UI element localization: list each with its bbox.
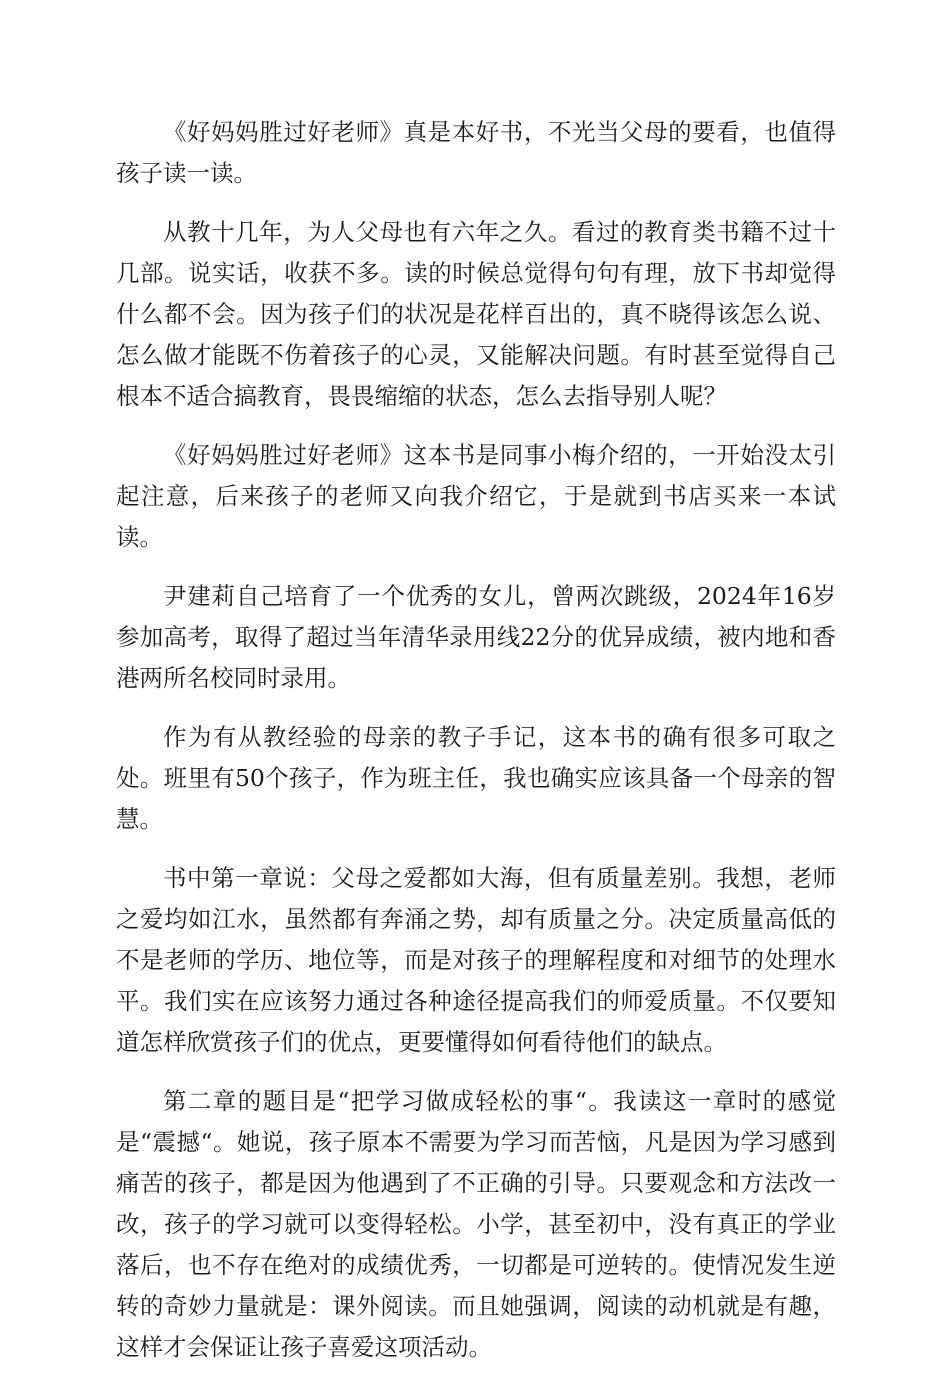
- paragraph-3: 《好妈妈胜过好老师》这本书是同事小梅介绍的，一开始没太引起注意，后来孩子的老师又向我介绍它，于是就到书店买来一本试读。: [116, 441, 836, 551]
- paragraph-7: 第二章的题目是“把学习做成轻松的事“。我读这一章时的感觉是“震撼“。她说，孩子原本不需要为学习而苦恼，凡是因为学习感到痛苦的孩子，都是因为他遇到了不正确的引导。只要观念和方法改一改，孩子的学习就可以变得轻松。小学，甚至初中，没有真正的学业落后，也不存在绝对的成绩优秀，一切都是可逆转的。使情况发生逆转的奇妙力量就是：课外阅读。而且她强调，阅读的动机就是有趣，这样才会保证让孩子喜爱这项活动。: [116, 1087, 836, 1361]
- paragraph-4: 尹建莉自己培育了一个优秀的女儿，曾两次跳级，2024年16岁参加高考，取得了超过当年清华录用线22分的优异成绩，被内地和香港两所名校同时录用。: [116, 582, 836, 692]
- paragraph-5: 作为有从教经验的母亲的教子手记，这本书的确有很多可取之处。班里有50个孩子，作为班主任，我也确实应该具备一个母亲的智慧。: [116, 723, 836, 833]
- paragraph-2: 从教十几年，为人父母也有六年之久。看过的教育类书籍不过十几部。说实话，收获不多。读的时候总觉得句句有理，放下书却觉得什么都不会。因为孩子们的状况是花样百出的，真不晓得该怎么说、怎么做才能既不伤着孩子的心灵，又能解决问题。有时甚至觉得自己根本不适合搞教育，畏畏缩缩的状态，怎么去指导别人呢？: [116, 218, 836, 410]
- paragraph-1: 《好妈妈胜过好老师》真是本好书，不光当父母的要看，也值得孩子读一读。: [116, 118, 836, 187]
- document-body: [116, 112, 836, 1386]
- paragraph-6: 书中第一章说：父母之爱都如大海，但有质量差别。我想，老师之爱均如江水，虽然都有奔涌之势，却有质量之分。决定质量高低的不是老师的学历、地位等，而是对孩子的理解程度和对细节的处理水平。我们实在应该努力通过各种途径提高我们的师爱质量。不仅要知道怎样欣赏孩子们的优点，更要懂得如何看待他们的缺点。: [116, 864, 836, 1056]
